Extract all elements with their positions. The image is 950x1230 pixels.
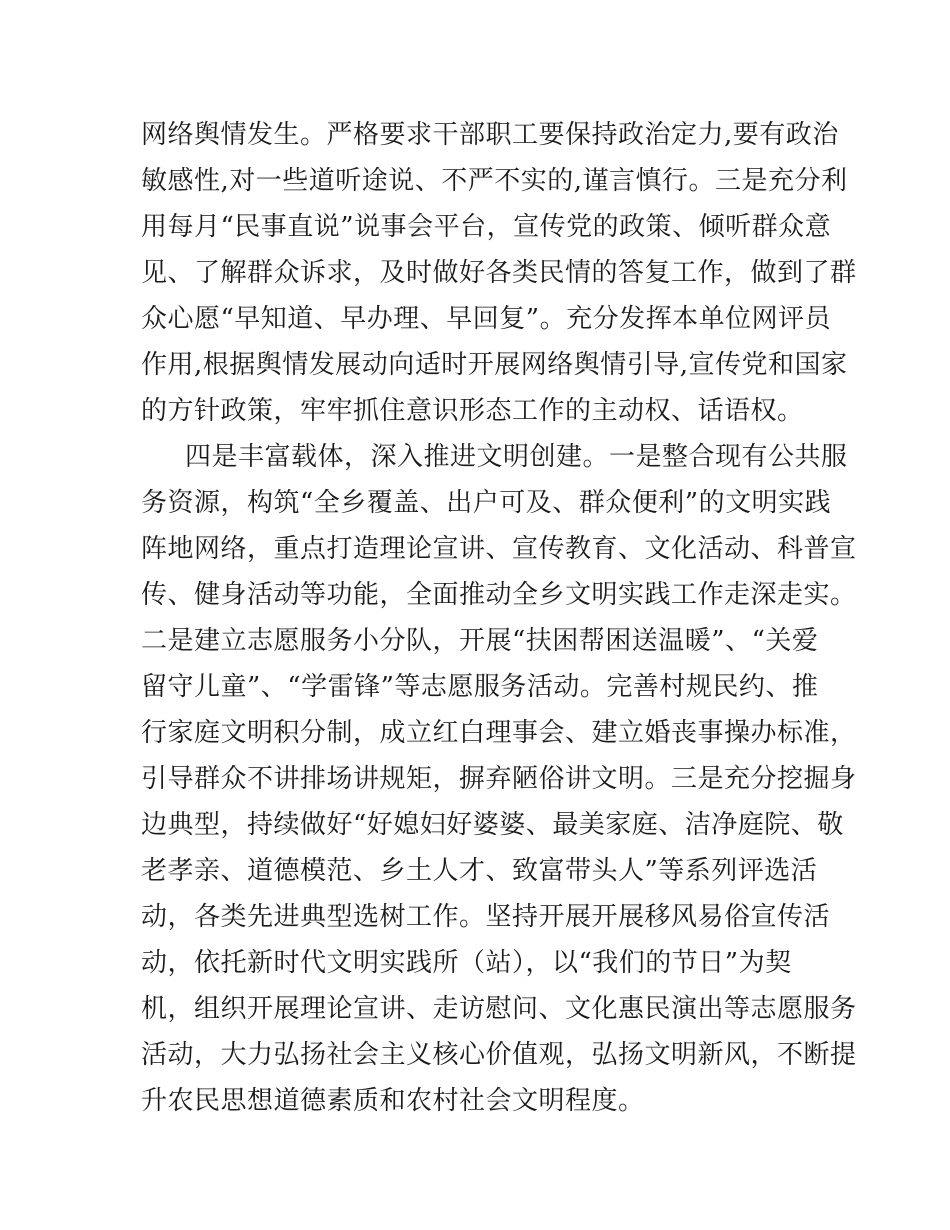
paragraph-2-line: 活动，大力弘扬社会主义核心价值观，弘扬文明新风，不断提 [141,1040,857,1070]
paragraph-2-line: 老孝亲、道德模范、乡土人才、致富带头人”等系列评选活 [141,856,818,886]
paragraph-2-line: 升农民思想道德素质和农村社会文明程度。 [141,1086,645,1116]
paragraph-2-line: 引导群众不讲排场讲规矩，摒弃陋俗讲文明。三是充分挖掘身 [141,764,857,794]
paragraph-2-line: 阵地网络，重点打造理论宣讲、宣传教育、文化活动、科普宣 [141,534,857,564]
paragraph-1-line: 的方针政策，牢牢抓住意识形态工作的主动权、话语权。 [141,396,804,426]
paragraph-2-line: 机，组织开展理论宣讲、走访慰问、文化惠民演出等志愿服务 [141,994,857,1024]
paragraph-2-line: 务资源，构筑“全乡覆盖、出户可及、群众便利”的文明实践 [141,488,832,518]
paragraph-2 [141,434,857,1124]
paragraph-1-line: 网络舆情发生。严格要求干部职工要保持政治定力,要有政治 [141,120,839,150]
paragraph-2-line: 二是建立志愿服务小分队，开展“扶困帮困送温暖”、“关爱 [141,626,819,656]
paragraph-2-line: 传、健身活动等功能，全面推动全乡文明实践工作走深走实。 [141,580,857,610]
paragraph-1-line: 见、了解群众诉求，及时做好各类民情的答复工作，做到了群 [141,258,857,288]
paragraph-2-first-line: 四是丰富载体，深入推进文明创建。一是整合现有公共服 [185,442,848,472]
paragraph-2-line: 动，各类先进典型选树工作。坚持开展开展移风易俗宣传活 [141,902,831,932]
paragraph-2-line: 边典型，持续做好“好媳妇好婆婆、最美家庭、洁净庭院、敬 [141,810,844,840]
paragraph-1 [141,112,857,434]
paragraph-2-line: 动，依托新时代文明实践所（站），以“我们的节日”为契 [141,948,792,978]
paragraph-1-line: 敏感性,对一些道听途说、不严不实的,谨言慎行。三是充分利 [141,166,848,196]
paragraph-1-line: 用每月“民事直说”说事会平台，宣传党的政策、倾听群众意 [141,212,832,242]
paragraph-1-line: 作用,根据舆情发展动向适时开展网络舆情引导,宣传党和国家 [141,350,848,380]
paragraph-1-line: 众心愿“早知道、早办理、早回复”。充分发挥本单位网评员 [141,304,832,334]
paragraph-2-line: 行家庭文明积分制，成立红白理事会、建立婚丧事操办标准， [141,718,857,748]
paragraph-2-line: 留守儿童”、“学雷锋”等志愿服务活动。完善村规民约、推 [141,672,819,702]
